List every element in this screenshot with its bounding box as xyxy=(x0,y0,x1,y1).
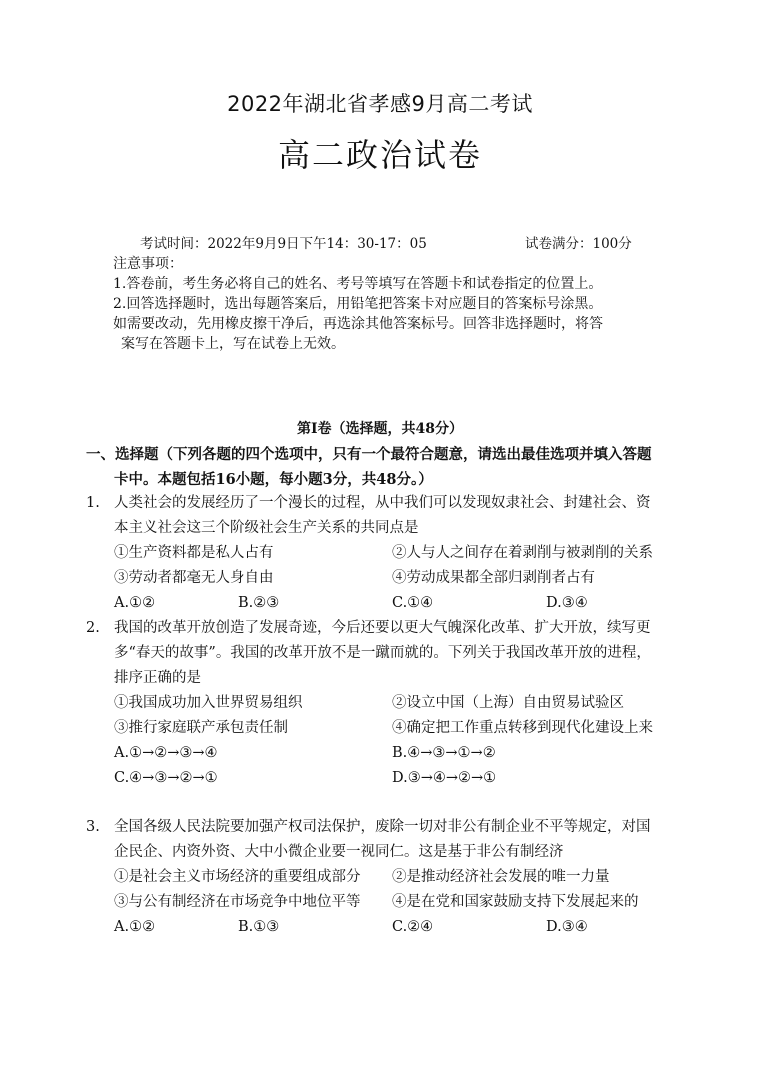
item: ①我国成功加入世界贸易组织 xyxy=(114,695,303,711)
item: ③劳动者都毫无人身自由 xyxy=(114,570,274,586)
item-row xyxy=(114,716,686,741)
choice-c: C.②④ xyxy=(392,919,434,935)
stem-line: 企民企、内资外资、大中小微企业要一视同仁。这是基于非公有制经济 xyxy=(114,844,564,860)
choice-row xyxy=(114,591,686,616)
stem-line: 本主义社会这三个阶级社会生产关系的共同点是 xyxy=(114,520,419,536)
choice-d: D.③④ xyxy=(546,595,588,611)
notes-block xyxy=(113,254,673,354)
notes-line: 如需要改动，先用橡皮擦干净后，再选涂其他答案标号。回答非选择题时，将答 xyxy=(113,316,603,332)
choice-a: A.①② xyxy=(114,919,156,935)
exam-title: 高二政治试卷 xyxy=(277,136,482,174)
section-instructions xyxy=(86,442,686,492)
question-stem xyxy=(114,616,686,691)
stem-line: 我国的改革开放创造了发展奇迹，今后还要以更大气魄深化改革、扩大开放，续写更 xyxy=(114,620,651,636)
choice-b: B.④→③→①→② xyxy=(392,745,496,761)
question-1 xyxy=(86,491,686,616)
choice-row xyxy=(114,766,686,791)
exam-subtitle: 2022年湖北省孝感9月高二考试 xyxy=(227,92,533,116)
item: ①生产资料都是私人占有 xyxy=(114,545,274,561)
choice-row xyxy=(114,915,686,940)
notes-heading: 注意事项： xyxy=(113,256,183,272)
item: ②人与人之间存在着剥削与被剥削的关系 xyxy=(392,545,653,561)
choice-c: C.①④ xyxy=(392,595,434,611)
question-stem xyxy=(114,815,686,865)
choice-c: C.④→③→②→① xyxy=(114,770,218,786)
item-row xyxy=(114,865,686,890)
question-number: 3. xyxy=(86,819,100,835)
item-row xyxy=(114,566,686,591)
notes-line: 案写在答题卡上，写在试卷上无效。 xyxy=(121,336,345,352)
notes-line: 2.回答选择题时，选出每题答案后，用铅笔把答案卡对应题目的答案标号涂黑。 xyxy=(113,296,603,312)
item: ④确定把工作重点转移到现代化建设上来 xyxy=(392,720,653,736)
item-row xyxy=(114,890,686,915)
choice-a: A.①② xyxy=(114,595,156,611)
stem-line: 排序正确的是 xyxy=(114,670,201,686)
part-title: 第Ⅰ卷（选择题，共48分） xyxy=(296,421,464,437)
choice-d: D.③→④→②→① xyxy=(392,770,497,786)
choice-row xyxy=(114,741,686,766)
item: ①是社会主义市场经济的重要组成部分 xyxy=(114,869,361,885)
question-number: 2. xyxy=(86,620,100,636)
stem-line: 人类社会的发展经历了一个漫长的过程，从中我们可以发现奴隶社会、封建社会、资 xyxy=(114,495,651,511)
choice-b: B.②③ xyxy=(238,595,280,611)
section-line: 卡中。本题包括16小题，每小题3分，共48分。） xyxy=(114,471,433,488)
section-line: 一、选择题（下列各题的四个选项中，只有一个最符合题意，请选出最佳选项并填入答题 xyxy=(86,446,652,463)
item: ②设立中国（上海）自由贸易试验区 xyxy=(392,695,624,711)
item-row xyxy=(114,691,686,716)
item: ②是推动经济社会发展的唯一力量 xyxy=(392,869,610,885)
item: ④是在党和国家鼓励支持下发展起来的 xyxy=(392,894,639,910)
exam-time: 考试时间：2022年9月9日下午14：30-17：05 xyxy=(140,236,427,252)
item: ③与公有制经济在市场竞争中地位平等 xyxy=(114,894,361,910)
question-2 xyxy=(86,616,686,791)
stem-line: 全国各级人民法院要加强产权司法保护，废除一切对非公有制企业不平等规定，对国 xyxy=(114,819,651,835)
exam-meta xyxy=(140,232,660,252)
question-number: 1. xyxy=(86,495,100,511)
stem-line: 多“春天的故事”。我国的改革开放不是一蹴而就的。下列关于我国改革开放的进程， xyxy=(114,645,651,661)
choice-b: B.①③ xyxy=(238,919,280,935)
item: ④劳动成果都全部归剥削者占有 xyxy=(392,570,595,586)
full-score: 试卷满分：100分 xyxy=(525,236,632,252)
item-row xyxy=(114,541,686,566)
notes-line: 1.答卷前，考生务必将自己的姓名、考号等填写在答题卡和试卷指定的位置上。 xyxy=(113,276,603,292)
item: ③推行家庭联产承包责任制 xyxy=(114,720,288,736)
choice-d: D.③④ xyxy=(546,919,588,935)
choice-a: A.①→②→③→④ xyxy=(114,745,218,761)
question-stem xyxy=(114,491,686,541)
question-3 xyxy=(86,815,686,940)
